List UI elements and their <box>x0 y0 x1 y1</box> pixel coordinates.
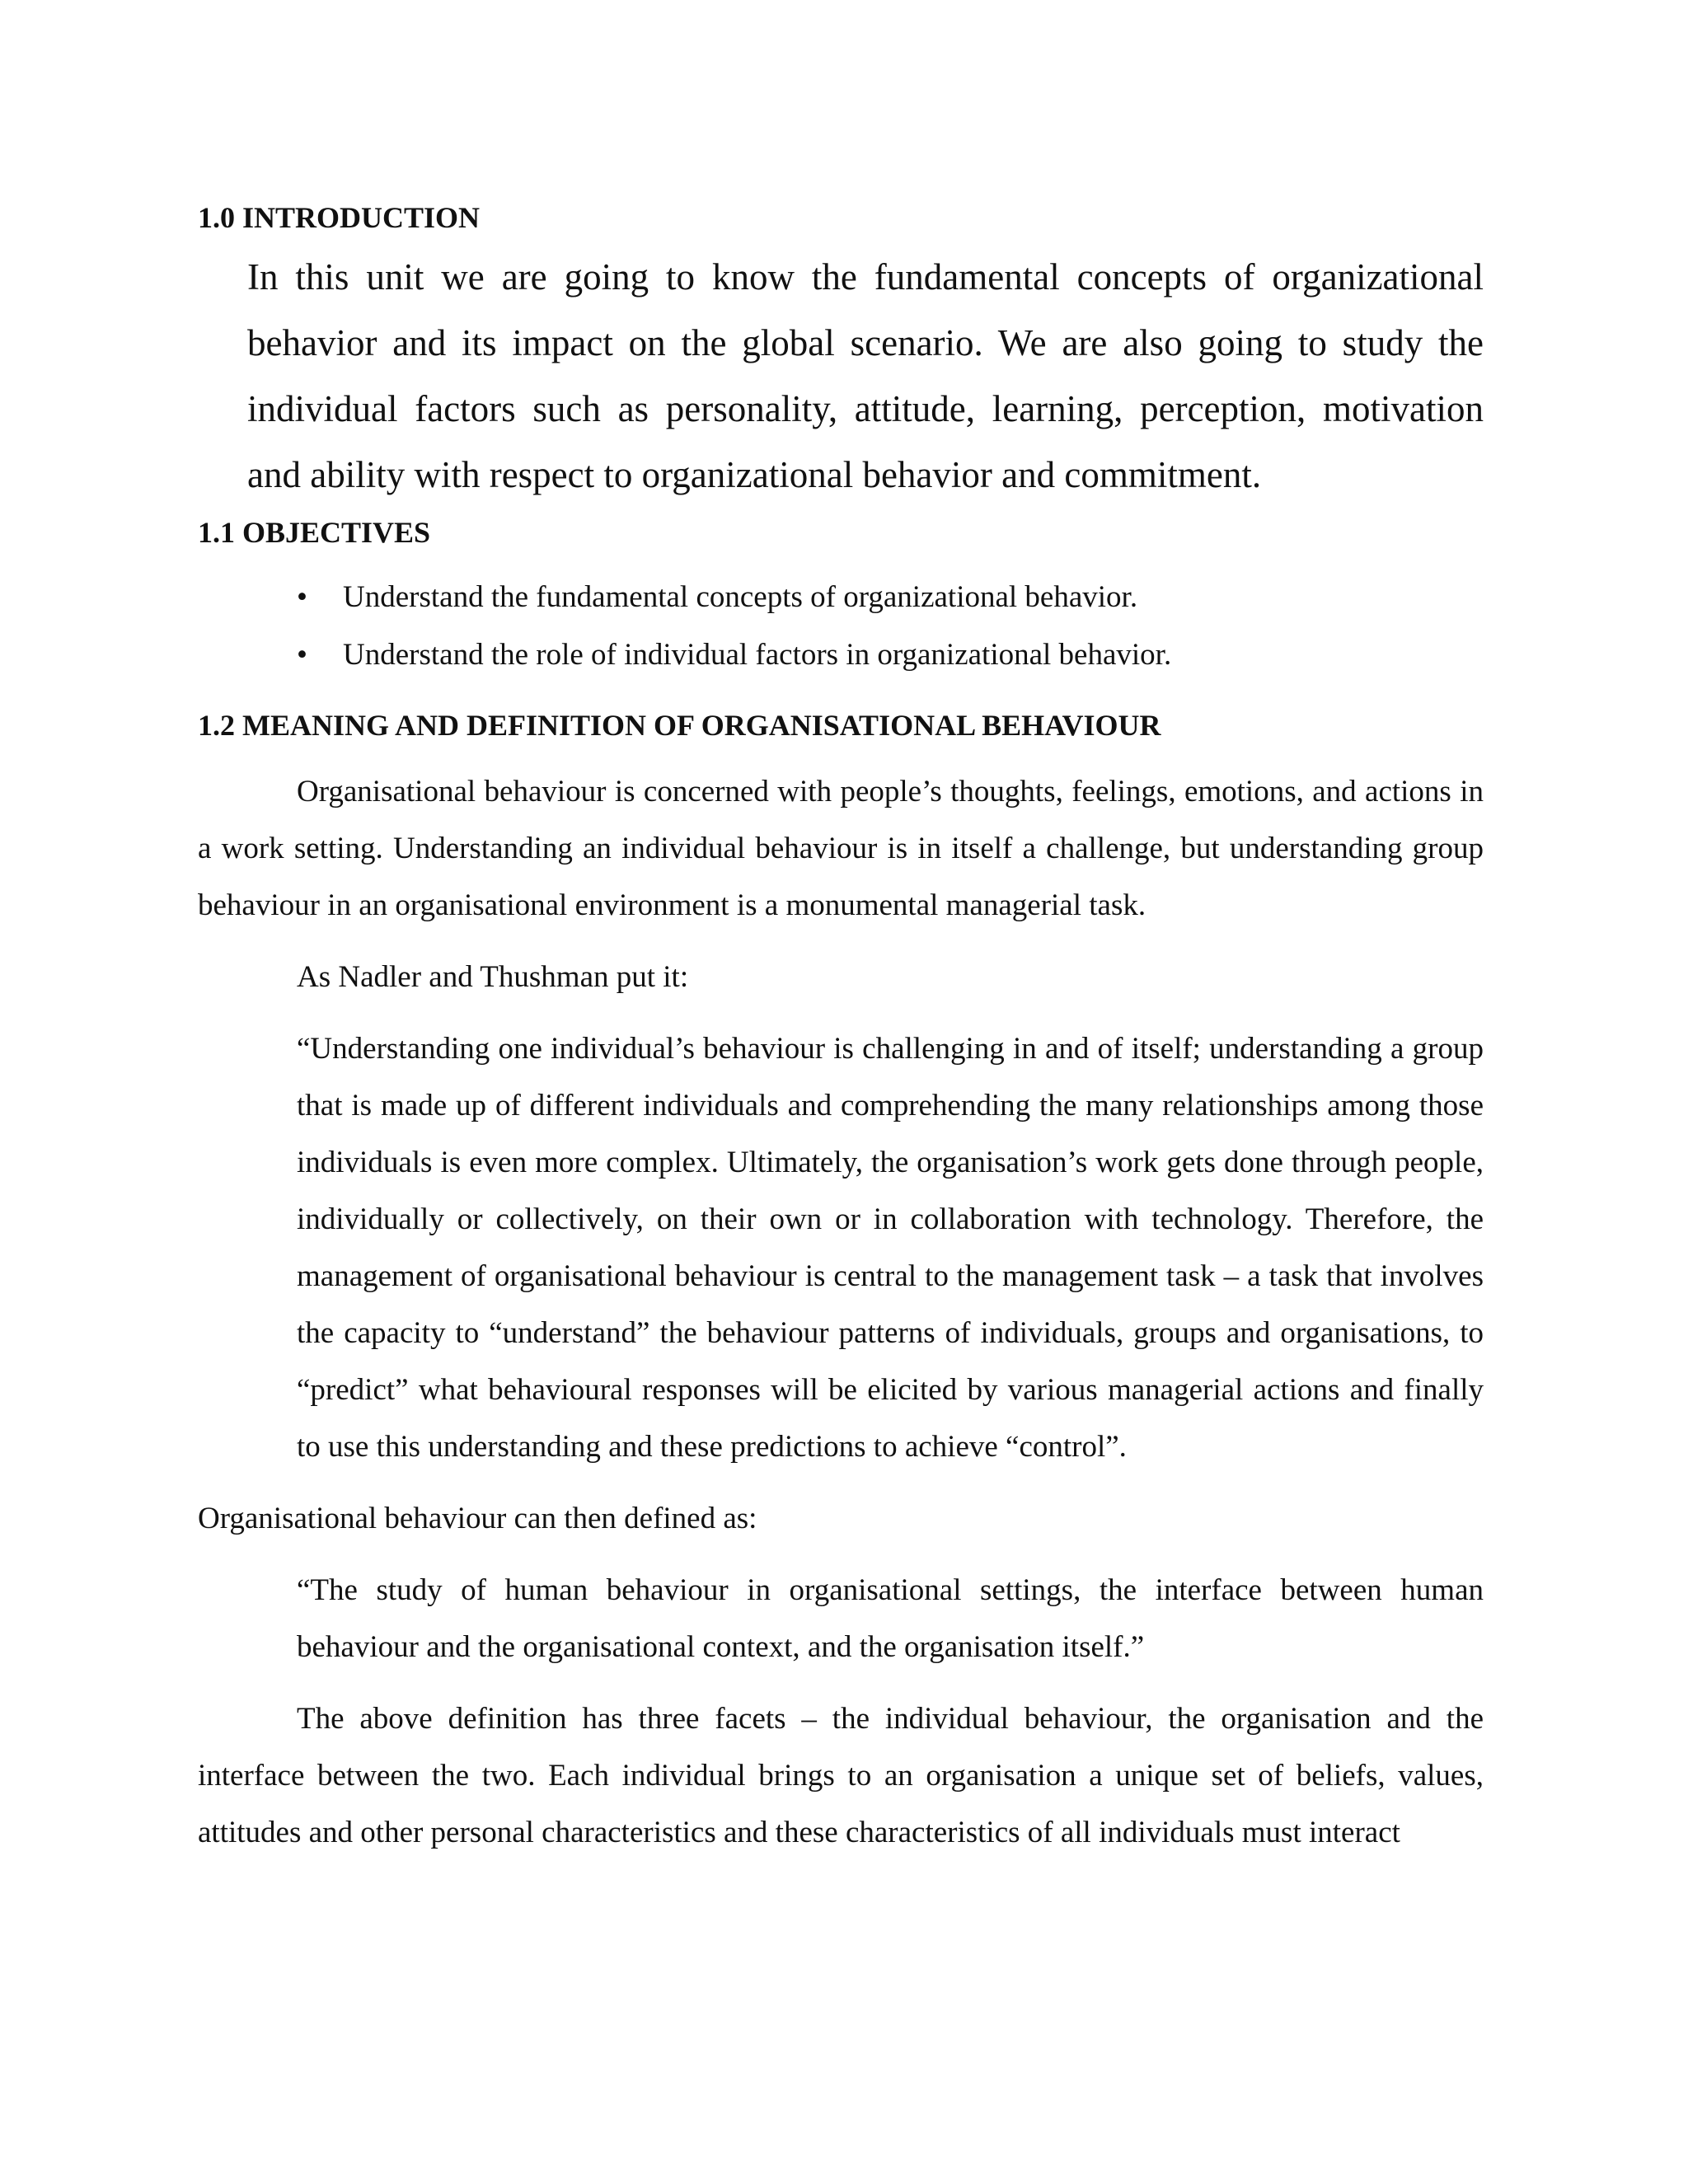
quote-intro: As Nadler and Thushman put it: <box>297 960 689 994</box>
section-heading-objectives: 1.1 OBJECTIVES <box>198 516 431 549</box>
list-item <box>297 569 1484 626</box>
definition-intro: Organisational behaviour can then defined as: <box>198 1502 757 1535</box>
introduction-paragraph: In this unit we are going to know the fundamental concepts of organizational behavior and its impact on the global scenario. We are also going to study the individual factors such as personality, attitude, learning, perception, motivation and ability with respect to organizational behavior and commitment. <box>247 256 1484 495</box>
bullet-icon: • <box>297 580 307 614</box>
objective-text: Understand the role of individual factors in organizational behavior. <box>343 638 1172 672</box>
section-heading-meaning: 1.2 MEANING AND DEFINITION OF ORGANISATIONAL BEHAVIOUR <box>198 709 1161 742</box>
section-heading-introduction: 1.0 INTRODUCTION <box>198 201 481 234</box>
meaning-paragraph: Organisational behaviour is concerned with people’s thoughts, feelings, emotions, and actions in a work setting. Understanding an individual behaviour is in itself a challenge, but understanding group behaviour in an organisational environment is a monumental managerial task. <box>198 775 1484 922</box>
objective-text: Understand the fundamental concepts of organizational behavior. <box>343 580 1138 614</box>
objectives-list <box>198 569 1484 684</box>
document-page <box>198 196 1484 1861</box>
bullet-icon: • <box>297 638 307 672</box>
nadler-quote: “Understanding one individual’s behaviour is challenging in and of itself; understanding a group that is made up of different individuals and comprehending the many relationships among those individuals is even more complex. Ultimately, the organisation’s work gets done through people, individually or collectively, on their own or in collaboration with technology. Therefore, the management of organisational behaviour is central to the management task – a task that involves the capacity to “understand” the behaviour patterns of individuals, groups and organisations, to “predict” what behavioural responses will be elicited by various managerial actions and finally to use this understanding and these predictions to achieve “control”. <box>297 1032 1484 1464</box>
facets-paragraph: The above definition has three facets – the individual behaviour, the organisation and the interface between the two. Each individual brings to an organisation a unique set of beliefs, values, attitudes and other personal characteristics and these characteristics of all individuals must interact <box>198 1702 1484 1849</box>
definition-quote: “The study of human behaviour in organisational settings, the interface between human behaviour and the organisational context, and the organisation itself.” <box>297 1573 1484 1664</box>
list-item <box>297 626 1484 684</box>
